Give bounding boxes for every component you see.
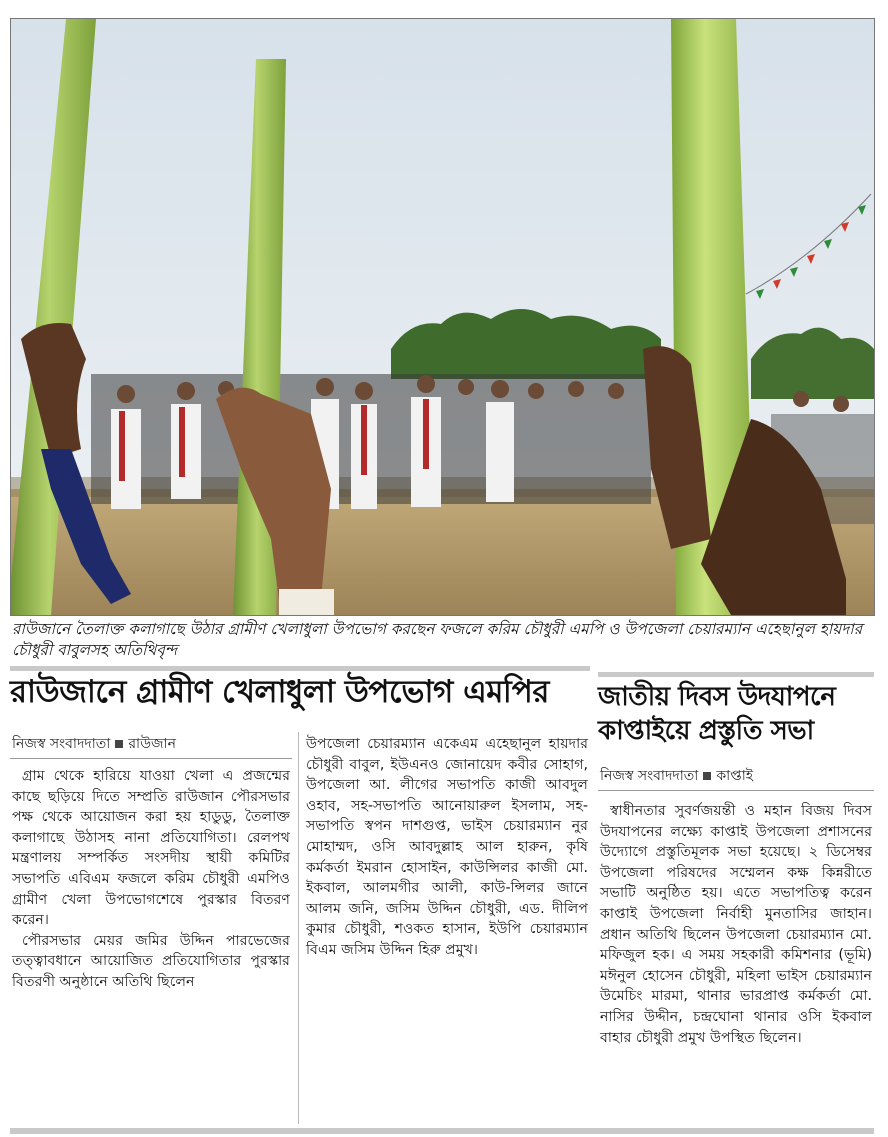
section-rule-left bbox=[10, 666, 590, 671]
photo-image bbox=[11, 19, 874, 615]
square-bullet-icon bbox=[703, 772, 711, 780]
article1-byline bbox=[12, 734, 176, 754]
article2-column bbox=[600, 801, 872, 1048]
photo-caption: রাউজানে তৈলাক্ত কলাগাছে উঠার গ্রামীণ খেলাধুলা উপভোগ করছেন ফজলে করিম চৌধুরী এমপি ও উপজেলা চেয়ারম্যান এহেছানুল হায়দার চৌধুরী বাবুলসহ অতিথিবৃন্দ bbox=[12, 620, 863, 659]
article1-place: রাউজান bbox=[128, 736, 176, 752]
article1-column1 bbox=[12, 766, 290, 993]
article2-paragraph1: স্বাধীনতার সুবর্ণজয়ন্তী ও মহান বিজয় দিবস উদযাপনের লক্ষ্যে কাপ্তাই উপজেলা প্রশাসনের উদ্যোগে প্রস্তুতিমূলক সভা হয়েছে। ২ ডিসেম্বর উপজেলা পরিষদের সম্মেলন কক্ষ কিন্নরীতে সভাটি অনুষ্ঠিত হয়। এতে সভাপতিত্ব করেন কাপ্তাই উপজেলা নির্বাহী মুনতাসির জাহান। প্রধান অতিথি ছিলেন উপজেলা চেয়ারম্যান মো. মফিজুল হক। এ সময় সহকারী কমিশনার (ভূমি) মঈনুল হোসেন চৌধুরী, মহিলা ভাইস চেয়ারম্যান উমেচিং মারমা, থানার ভারপ্রাপ্ত কর্মকর্তা মো. নাসির উদ্দীন, চন্দ্রঘোনা থানার ওসি ইকবাল বাহার চৌধুরী প্রমুখ উপস্থিত ছিলেন। bbox=[600, 803, 872, 1046]
byline-rule bbox=[10, 758, 292, 759]
byline-rule bbox=[598, 790, 874, 791]
article1-paragraph1: গ্রাম থেকে হারিয়ে যাওয়া খেলা এ প্রজন্মের কাছে ছড়িয়ে দিতে সম্প্রতি রাউজান পৌরসভার পক্ষ থেকে আয়োজন করা হয় হাডুডু, তৈলাক্ত কলাগাছে উঠাসহ নানা প্রতিযোগিতা। রেলপথ মন্ত্রণালয় সম্পর্কিত সংসদীয় স্থায়ী কমিটির সভাপতি এবিএম ফজলে করিম চৌধুরী এমপিও গ্রামীণ খেলা উপভোগশেষে পুরস্কার বিতরণ করেন। bbox=[12, 768, 290, 929]
bottom-rule bbox=[10, 1128, 874, 1134]
column-divider bbox=[298, 732, 299, 1124]
article2-reporter: নিজস্ব সংবাদদাতা bbox=[600, 768, 699, 784]
square-bullet-icon bbox=[115, 740, 123, 748]
article2-byline bbox=[600, 766, 753, 786]
article2-place: কাপ্তাই bbox=[716, 768, 754, 784]
section-rule-right bbox=[598, 672, 874, 677]
article1-column2 bbox=[306, 734, 588, 961]
article1-paragraph2: পৌরসভার মেয়র জমির উদ্দিন পারভেজের তত্ত্বাবধানে আয়োজিত প্রতিযোগিতার পুরস্কার বিতরণী অনুষ্ঠানে অতিথি ছিলেন bbox=[12, 932, 290, 990]
article1-paragraph3: উপজেলা চেয়ারম্যান একেএম এহেছানুল হায়দার চৌধুরী বাবুল, ইউএনও জোনায়েদ কবীর সোহাগ, উপজেলা আ. লীগের সভাপতি কাজী আবদুল ওহাব, সহ-সভাপতি আনোয়ারুল ইসলাম, সহ-সভাপতি স্বপন দাশগুপ্ত, ভাইস চেয়ারম্যান নুর মোহাম্মদ, ওসি আবদুল্লাহ আল হারুন, কৃষি কর্মকর্তা ইমরান হোসাইন, কাউন্সিলর কাজী মো. ইকবাল, আলমগীর আলী, কাউ-ন্সিলর জানে আলম জনি, জসিম উদ্দিন চৌধুরী, এড. দীলিপ কুমার চৌধুরী, শওকত হাসান, ইউপি চেয়ারম্যান বিএম জসিম উদ্দিন হিরু প্রমুখ। bbox=[306, 736, 588, 958]
news-photo bbox=[10, 18, 875, 616]
article1-reporter: নিজস্ব সংবাদদাতা bbox=[12, 736, 111, 752]
article1-headline: রাউজানে গ্রামীণ খেলাধুলা উপভোগ এমপির bbox=[10, 674, 549, 710]
article2-headline: জাতীয় দিবস উদযাপনে কাপ্তাইয়ে প্রস্তুতি সভা bbox=[598, 682, 836, 746]
